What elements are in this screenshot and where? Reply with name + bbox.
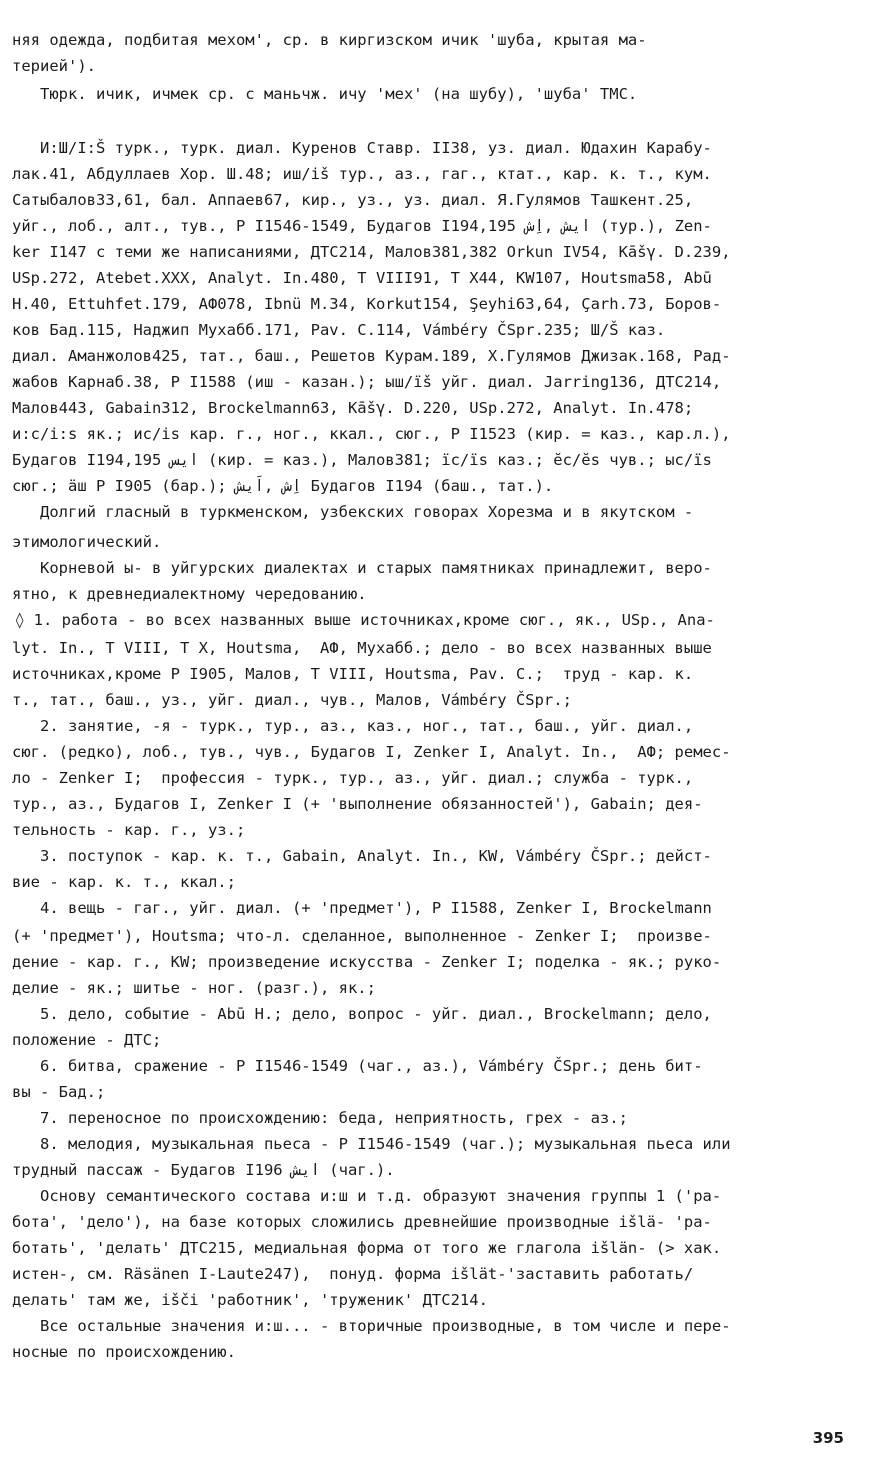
- text-line: [0, 1052, 872, 1080]
- text-line: [0, 26, 872, 54]
- text-line: [0, 1130, 872, 1158]
- text-line: [0, 764, 872, 792]
- text-line: [0, 894, 872, 922]
- text-line: [0, 1260, 872, 1288]
- text-line: [0, 528, 872, 556]
- text-line: [0, 368, 872, 396]
- text-line: [0, 1000, 872, 1028]
- text-line: [0, 816, 872, 844]
- text-line-content: ker I147 с теми же написаниями, ДТС214, Малов381,382 Orkun IV54, Kāšγ. D.239,: [12, 243, 731, 261]
- text-line-content: источниках,кроме P I905, Малов, T VIII, Houtsma, Pav. C.; труд - кар. к.: [12, 665, 694, 683]
- text-line-content: 4. вещь - гаг., уйг. диал. (+ 'предмет'), P I1588, Zenker I, Brockelmann: [40, 899, 712, 917]
- text-line-content: жабов Карнаб.38, P I1588 (иш - казан.); ыш/ïš уйг. диал. Jarring136, ДТС214,: [12, 373, 722, 391]
- text-line-content: и:с/i:s як.; ис/is кар. г., ног., ккал., сюг., P I1523 (кир. = каз., кар.л.),: [12, 425, 731, 443]
- text-line-content: ятно, к древнедиалектному чередованию.: [12, 585, 367, 603]
- text-line-content: этимологический.: [12, 533, 162, 551]
- text-line-content: трудный пассаж - Будагов I196 ایش (чаг.).: [12, 1161, 395, 1179]
- text-line-content: лак.41, Абдуллаев Хор. Ш.48; иш/iš тур., аз., гаг., ктат., кар. к. т., кум.: [12, 165, 712, 183]
- text-line: [0, 554, 872, 582]
- page-number: 395: [812, 1429, 844, 1447]
- text-line-content: ботать', 'делать' ДТС215, медиальная форма от того же глагола išlän- (> хак.: [12, 1239, 722, 1257]
- text-line: [0, 660, 872, 688]
- text-line: [0, 842, 872, 870]
- text-line: [0, 186, 872, 214]
- text-line: [0, 790, 872, 818]
- text-line: [0, 472, 872, 500]
- text-line-content: Тюрк. ичик, ичмек ср. с маньчж. ичу 'мех' (на шубу), 'шуба' ТМС.: [40, 85, 638, 103]
- text-line: [0, 80, 872, 108]
- text-line-content: няя одежда, подбитая мехом', ср. в киргизском ичик 'шуба, крытая ма-: [12, 31, 647, 49]
- text-line: [0, 1338, 872, 1366]
- text-line: [0, 1312, 872, 1340]
- text-line: [0, 1026, 872, 1054]
- text-line-content: Долгий гласный в туркменском, узбекских говорах Хорезма и в якутском -: [40, 503, 694, 521]
- text-line-content: ◊ 1. работа - во всех названных выше источниках,кроме сюг., як., USp., Ana-: [15, 611, 715, 629]
- text-line: [0, 1234, 872, 1262]
- text-line-content: lyt. In., T VIII, T X, Houtsma, АФ, Мухабб.; дело - во всех названных выше: [12, 639, 712, 657]
- text-line-content: положение - ДТС;: [12, 1031, 162, 1049]
- text-line-content: носные по происхождению.: [12, 1343, 236, 1361]
- text-line-content: Все остальные значения и:ш... - вторичные производные, в том числе и пере-: [40, 1317, 731, 1335]
- text-line: [0, 974, 872, 1002]
- text-line-content: 7. переносное по происхождению: беда, неприятность, грех - аз.;: [40, 1109, 628, 1127]
- text-line: [0, 606, 872, 634]
- text-line-content: 3. поступок - кар. к. т., Gabain, Analyt. In., KW, Vámbéry ČSpr.; дейст-: [40, 847, 712, 865]
- text-line-content: вы - Бад.;: [12, 1083, 106, 1101]
- text-line: [0, 712, 872, 740]
- text-line: [0, 446, 872, 474]
- text-line: [0, 1078, 872, 1106]
- text-line-content: Основу семантического состава и:ш и т.д. образуют значения группы 1 ('ра-: [40, 1187, 722, 1205]
- text-line-content: истен-, см. Räsänen I-Laute247), понуд. форма išlät-'заставить работать/: [12, 1265, 694, 1283]
- text-line-content: Корневой ы- в уйгурских диалектах и старых памятниках принадлежит, веро-: [40, 559, 712, 577]
- text-line: [0, 394, 872, 422]
- text-line-content: терией').: [12, 57, 96, 75]
- text-line-content: H.40, Ettuhfet.179, АФ078, Ibnü M.34, Korkut154, Şeyhi63,64, Çarh.73, Боров-: [12, 295, 722, 313]
- text-line: [0, 738, 872, 766]
- text-line-content: т., тат., баш., уз., уйг. диал., чув., Малов, Vámbéry ČSpr.;: [12, 691, 572, 709]
- text-line-content: И:Ш/I:Š турк., турк. диал. Куренов Ставр. II38, уз. диал. Юдахин Карабу-: [40, 139, 712, 157]
- text-line: [0, 922, 872, 950]
- text-line: [0, 134, 872, 162]
- text-line: [0, 52, 872, 80]
- text-line-content: USp.272, Atebet.XXX, Analyt. In.480, T VIII91, T X44, KW107, Houtsma58, Abū: [12, 269, 712, 287]
- text-line-content: ков Бад.115, Наджип Мухабб.171, Pav. C.114, Vámbéry ČSpr.235; Ш/Š каз.: [12, 321, 666, 339]
- text-line: [0, 316, 872, 344]
- text-line-content: (+ 'предмет'), Houtsma; что-л. сделанное, выполненное - Zenker I; произве-: [12, 927, 712, 945]
- text-line: [0, 686, 872, 714]
- text-line-content: Малов443, Gabain312, Brockelmann63, Kāšγ. D.220, USp.272, Analyt. In.478;: [12, 399, 694, 417]
- text-line: [0, 264, 872, 292]
- text-line: [0, 1182, 872, 1210]
- text-line: [0, 948, 872, 976]
- text-line-content: тельность - кар. г., уз.;: [12, 821, 246, 839]
- text-line-content: уйг., лоб., алт., тув., P I1546-1549, Будагов I194,195 ایش ,اِش (тур.), Zen-: [12, 217, 712, 235]
- text-line: [0, 1104, 872, 1132]
- text-line: [0, 160, 872, 188]
- text-line-content: 6. битва, сражение - P I1546-1549 (чаг., аз.), Vámbéry ČSpr.; день бит-: [40, 1057, 703, 1075]
- text-line-content: 5. дело, событие - Abū H.; дело, вопрос - уйг. диал., Brockelmann; дело,: [40, 1005, 712, 1023]
- text-line: [0, 238, 872, 266]
- text-line: [0, 1286, 872, 1314]
- text-line: [0, 1156, 872, 1184]
- text-line: [0, 290, 872, 318]
- text-line-content: Сатыбалов33,61, бал. Аппаев67, кир., уз., уз. диал. Я.Гулямов Ташкент.25,: [12, 191, 694, 209]
- text-line: [0, 634, 872, 662]
- text-line: [0, 212, 872, 240]
- text-line-content: Будагов I194,195 ایس (кир. = каз.), Малов381; ïс/ïs каз.; ĕс/ĕs чув.; ыс/ïs: [12, 451, 712, 469]
- text-line: [0, 498, 872, 526]
- text-line: [0, 868, 872, 896]
- text-line-content: тур., аз., Будагов I, Zenker I (+ 'выполнение обязанностей'), Gabain; дея-: [12, 795, 703, 813]
- text-line-content: делать' там же, išči 'работник', 'труженик' ДТС214.: [12, 1291, 488, 1309]
- text-line-content: вие - кар. к. т., ккал.;: [12, 873, 236, 891]
- text-line-content: 8. мелодия, музыкальная пьеса - P I1546-1549 (чаг.); музыкальная пьеса или: [40, 1135, 731, 1153]
- text-line-content: ло - Zenker I; профессия - турк., тур., аз., уйг. диал.; служба - турк.,: [12, 769, 694, 787]
- text-line-content: бота', 'дело'), на базе которых сложились древнейшие производные išlä- 'ра-: [12, 1213, 712, 1231]
- text-line-content: диал. Аманжолов425, тат., баш., Решетов Курам.189, Х.Гулямов Джизак.168, Рад-: [12, 347, 731, 365]
- text-line: [0, 1208, 872, 1236]
- text-line: [0, 580, 872, 608]
- text-line-content: 2. занятие, -я - турк., тур., аз., каз., ног., тат., баш., уйг. диал.,: [40, 717, 694, 735]
- text-line-content: дение - кар. г., KW; произведение искусства - Zenker I; поделка - як.; руко-: [12, 953, 722, 971]
- text-line: [0, 342, 872, 370]
- text-line-content: сюг. (редко), лоб., тув., чув., Будагов I, Zenker I, Analyt. In., АФ; ремес-: [12, 743, 731, 761]
- text-line-content: сюг.; äш P I905 (бар.); اِش ,اَیش Будагов I194 (баш., тат.).: [12, 477, 554, 495]
- text-line-content: делие - як.; шитье - ног. (разг.), як.;: [12, 979, 376, 997]
- text-line: [0, 420, 872, 448]
